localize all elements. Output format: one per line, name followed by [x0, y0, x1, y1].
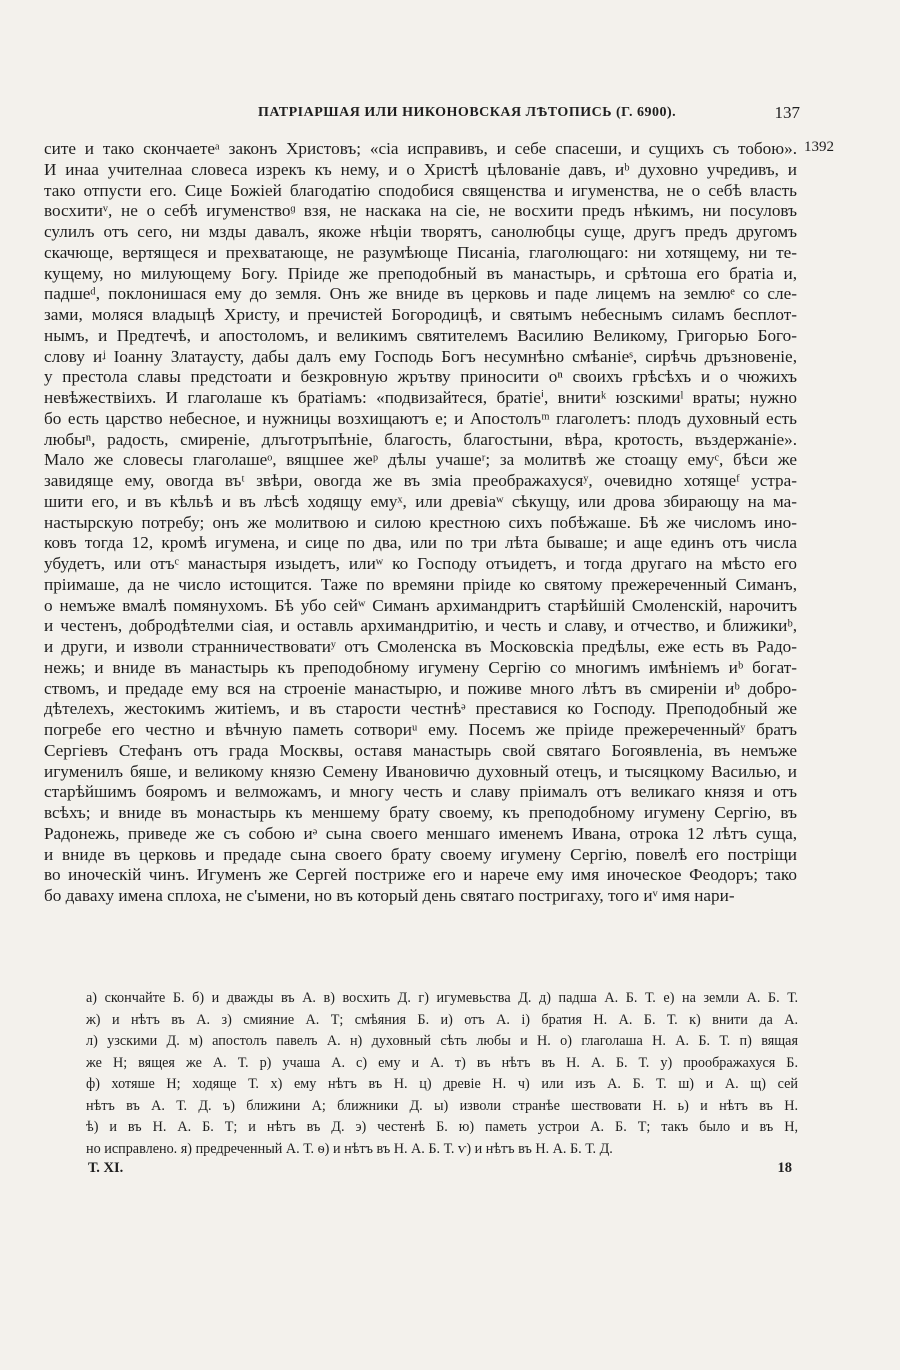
text-line: у престола славы предстоати и безкровную жрътву приносити оⁿ своихъ грѣсѣхъ и о чюжихъ — [44, 367, 797, 387]
running-head — [60, 103, 800, 127]
page-number: 137 — [774, 103, 800, 122]
footnote-line: л) узскими Д. м) апостолъ павелъ А. н) духовный сѣть любы и Н. о) глаголаша Н. А. Б. Т. п) вящая — [86, 1033, 798, 1049]
text-line: о немъже вмалѣ помянухомъ. Бѣ убо сейʷ Симанъ архимандритъ старѣйшій Смоленскій, нарочитъ — [44, 595, 797, 615]
footnotes — [86, 988, 798, 1160]
text-line: зами, моляся владыцѣ Христу, и пречистей Богородицѣ, и святымъ небеснымъ силамъ бесплот- — [44, 305, 797, 324]
text-line: И инаа учителнаа словеса изрекъ къ нему, и о Христѣ цѣлованіе давъ, иᵇ духовно учредивъ, и — [44, 159, 797, 179]
text-line: и други, и изволи странничествоватиʸ отъ Смоленска въ Московскіа предѣлы, еже есть въ Радо- — [44, 637, 797, 656]
text-line: сулилъ отъ сего, ни мзды давалъ, якоже нѣцiи творятъ, санолюбцы суще, другъ предъ другомъ — [44, 222, 797, 241]
text-line: невѣжествіихъ. И глаголаше къ братіамъ: «подвизайтеся, братіеⁱ, внитиᵏ юзскимиˡ враты; нужно — [44, 388, 797, 407]
text-line: бо есть царство небесное, и нужницы возхищаютъ е; и Апостолъᵐ глаголетъ: плодъ духовный есть — [44, 408, 797, 428]
text-line: падшеᵈ, поклонишася ему до земля. Онъ же вниде въ церковь и паде лицемъ на землюᵉ со сле- — [44, 284, 797, 304]
text-line: дѣтелехъ, жестокимъ житіемъ, и въ старости честнѣᵊ преставися ко Господу. Преподобный же — [44, 699, 797, 719]
text-line: и вниде въ церковь и предаде сына своего брату своему игумену Сергію, повелѣ его постріщи — [44, 844, 797, 864]
text-line: слову иᶨ Іоанну Златаусту, дабы далъ ему Господь Богъ несумнѣно смѣаніеˢ, сирѣчь дръзновеніе, — [44, 346, 797, 366]
text-line: Радонежь, приведе же съ собою иᵊ сына своего меншаго именемъ Ивана, отрока 12 лѣтъ суща, — [44, 823, 797, 843]
text-line: всѣхъ; и вниде въ монастырь къ меншему брату своему, къ преподобному игумену Сергію, въ — [44, 803, 797, 822]
text-line: настырскую потребу; онъ же молитвою и силою крестною сихъ побѣжаше. Бѣ же числомъ ино- — [44, 512, 797, 532]
text-line: нежь; и вниде въ манастырь къ преподобному игумену Сергію со многимъ имѣніемъ иᵇ богат- — [44, 657, 797, 677]
text-line: во иноческій чинъ. Игуменъ же Сергей постриже его и нарече ему имя иноческое Феодоръ; тако — [44, 865, 797, 885]
text-line: кущему, но милующему Богу. Пріиде же преподобный въ манастырь, и срѣтоша его братіа и, — [44, 263, 797, 283]
text-line: погребе его честно и вѣчную паметь сотвориᵘ ему. Посемъ же пріиде прежереченныйʸ братъ — [44, 720, 797, 739]
text-line: и честенъ, добродѣтелми сіая, и оставль архимандритію, и честь и славу, и отчество, и ближикиᵇ, — [44, 616, 797, 636]
text-line: игуменилъ бяше, и великому князю Семену Ивановичю духовный отецъ, и тысяцкому Василью, и — [44, 761, 797, 781]
footnote-line: ф) хотяше Н; ходяще Т. х) ему нѣтъ въ Н. ц) древіе Н. ч) или изъ А. Б. Т. ш) и А. щ) сей — [86, 1076, 798, 1092]
volume-label: Т. XI. — [88, 1160, 124, 1176]
text-line: Мало же словесы глаголашеᵒ, вящшее жеᵖ дѣлы учашеʳ; за молитвѣ же стоащу емуᶜ, бѣси же — [44, 450, 797, 470]
text-line: бо даваху имена сплоха, не с'ымени, но въ который день святаго постригаху, того иᵛ имя нари- — [44, 886, 735, 905]
text-line: ствомъ, и предаде ему вся на строеніе манастырю, и поживе много лѣтъ въ смиреніи иᵇ добро- — [44, 678, 797, 698]
text-line: сите и тако скончаетеᵃ законъ Христовъ; «сіа исправивъ, и себе спасеши, и сущихъ съ тобою». — [44, 139, 797, 158]
footnote-line: нѣтъ въ А. Т. Д. ъ) ближини А; ближники Д. ы) изволи странѣе шествовати Н. ь) и нѣтъ въ Н. — [86, 1097, 798, 1114]
text-line: завидяще ему, овогда въᵗ звѣри, овогда же въ зміа преображахусяʸ, очевидно хотящеᶠ устра- — [44, 471, 797, 490]
sheet-signature: 18 — [777, 1160, 792, 1176]
signature-line — [88, 1160, 792, 1182]
footnote-line: но исправлено. я) предреченный А. Т. ѳ) и нѣтъ въ Н. А. Б. Т. ѵ) и нѣтъ въ Н. А. Б. Т. Д. — [86, 1140, 613, 1157]
text-line: нымъ, и Предтечѣ, и апостоломъ, и великимъ святителемъ Василию Великому, Григорью Бого- — [44, 325, 797, 345]
footnote-line: же Н; вящея же А. Т. р) учаша А. с) ему и А. т) въ нѣтъ въ Н. А. Б. Т. у) проображахуся Б. — [86, 1054, 798, 1071]
footnote-line: ѣ) и въ Н. А. Б. Т; и нѣтъ въ Д. э) честенѣ Б. ю) паметь устрои А. Б. Т; такъ было и въ Н, — [86, 1119, 798, 1135]
margin-year-note: 1392 — [804, 139, 834, 155]
text-line: шити его, и въ кѣльѣ и въ лѣсѣ ходящу емуˣ, или древіаʷ сѣкущу, или дрова збирающу на ма- — [44, 491, 797, 511]
text-line: пріимаше, да не число истощится. Таже по времяни пріиде ко святому прежереченный Симанъ, — [44, 574, 797, 594]
text-line: убудетъ, или отъᶜ манастыря изыдетъ, илиʷ ко Господу отъидетъ, и тогда другаго на мѣсто его — [44, 554, 797, 573]
footnote-line: а) скончайте Б. б) и дважды въ А. в) восхить Д. г) игумевьства Д. д) падша А. Б. Т. е) на земли А. Б. Т. — [86, 990, 798, 1006]
text-line: восхитиᵛ, не о себѣ игуменствоᶢ взя, не наскака на сіе, не восхити предъ нѣкимъ, ни посуловъ — [44, 201, 797, 221]
running-title: ПАТРІАРШАЯ ИЛИ НИКОНОВСКАЯ ЛѢТОПИСЬ (Г. 6900). — [258, 105, 677, 120]
text-line: старѣйшимъ бояромъ и велможамъ, и многу честь и славу пріималъ отъ великаго князя и отъ — [44, 782, 797, 802]
footnote-line: ж) и нѣтъ въ А. з) смияние А. Т; смѣяния Б. и) отъ А. і) братия Н. А. Б. Т. к) внити да А. — [86, 1011, 798, 1028]
text-line: скачюще, вертящеся и прехватающе, не разумѣюще Писаніа, глаголющаго: ни хотящему, ни те- — [44, 242, 797, 262]
text-line: ковъ тогда 12, кромѣ игумена, и сице по два, или по три лѣта бываше; и аще единъ отъ числа — [44, 533, 797, 553]
text-line: Сергіевъ Стефанъ отъ града Москвы, оставя манастырь свой святаго Богоявленіа, въ немъже — [44, 740, 797, 760]
text-line: тако отпусти его. Сице Божіей благодатію сподобися священства и игуменства, не о себѣ власть — [44, 180, 797, 200]
text-line: любыⁿ, радость, смиреніе, длъготръпѣніе, благость, благостыни, вѣра, кротость, въздержаніе». — [44, 429, 797, 449]
main-text — [44, 139, 797, 907]
